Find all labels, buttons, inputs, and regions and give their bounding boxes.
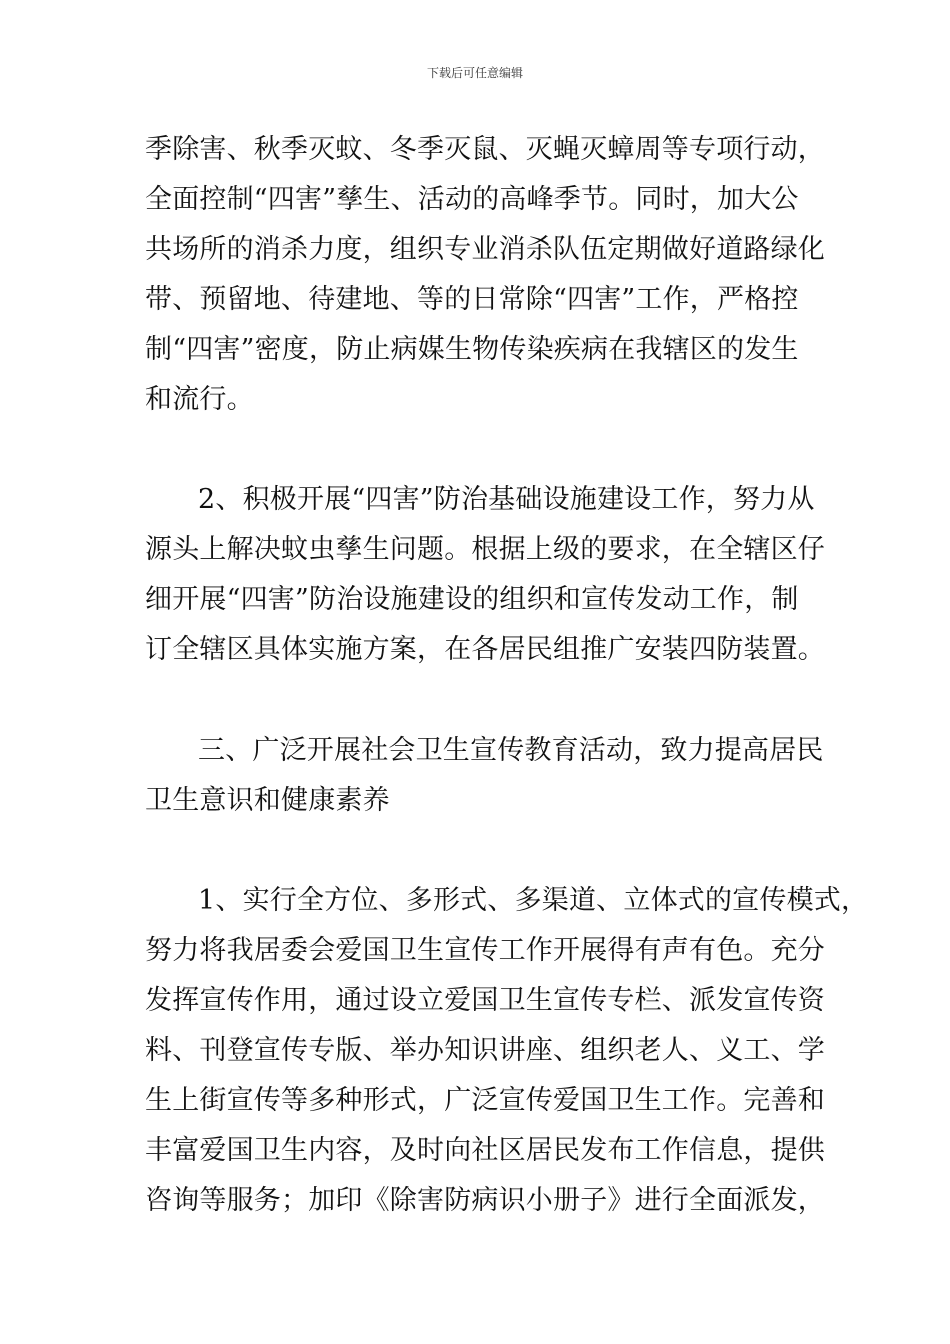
text-line: 丰富爱国卫生内容，及时向社区居民发布工作信息，提供 (145, 1135, 825, 1166)
text-line: 卫生意识和健康素养 (145, 785, 390, 816)
text-line: 1、实行全方位、多形式、多渠道、立体式的宣传模式， (198, 885, 869, 916)
text-line: 带、预留地、待建地、等的日常除“四害”工作，严格控 (145, 284, 799, 315)
text-line: 细开展“四害”防治设施建设的组织和宣传发动工作，制 (145, 584, 799, 615)
text-line: 源头上解决蚊虫孳生问题。根据上级的要求，在全辖区仔 (145, 534, 825, 565)
text-line: 料、刊登宣传专版、举办知识讲座、组织老人、义工、学 (145, 1035, 825, 1066)
text-line: 2、积极开展“四害”防治基础设施建设工作，努力从 (198, 484, 815, 515)
text-line: 制“四害”密度，防止病媒生物传染疾病在我辖区的发生 (145, 334, 799, 365)
text-line: 发挥宣传作用，通过设立爱国卫生宣传专栏、派发宣传资 (145, 985, 825, 1016)
text-line: 生上街宣传等多种形式，广泛宣传爱国卫生工作。完善和 (145, 1085, 825, 1116)
text-line: 共场所的消杀力度，组织专业消杀队伍定期做好道路绿化 (145, 234, 825, 265)
text-line: 努力将我居委会爱国卫生宣传工作开展得有声有色。充分 (145, 935, 825, 966)
text-line: 季除害、秋季灭蚊、冬季灭鼠、灭蝇灭蟑周等专项行动， (145, 134, 825, 165)
text-line: 订全辖区具体实施方案，在各居民组推广安装四防装置。 (145, 634, 825, 665)
text-line: 三、广泛开展社会卫生宣传教育活动，致力提高居民 (198, 735, 824, 766)
header-note: 下载后可任意编辑 (426, 66, 523, 80)
text-line: 全面控制“四害”孳生、活动的高峰季节。同时，加大公 (145, 184, 799, 215)
text-line: 和流行。 (145, 384, 254, 415)
text-line: 咨询等服务；加印《除害防病识小册子》进行全面派发， (145, 1185, 825, 1216)
